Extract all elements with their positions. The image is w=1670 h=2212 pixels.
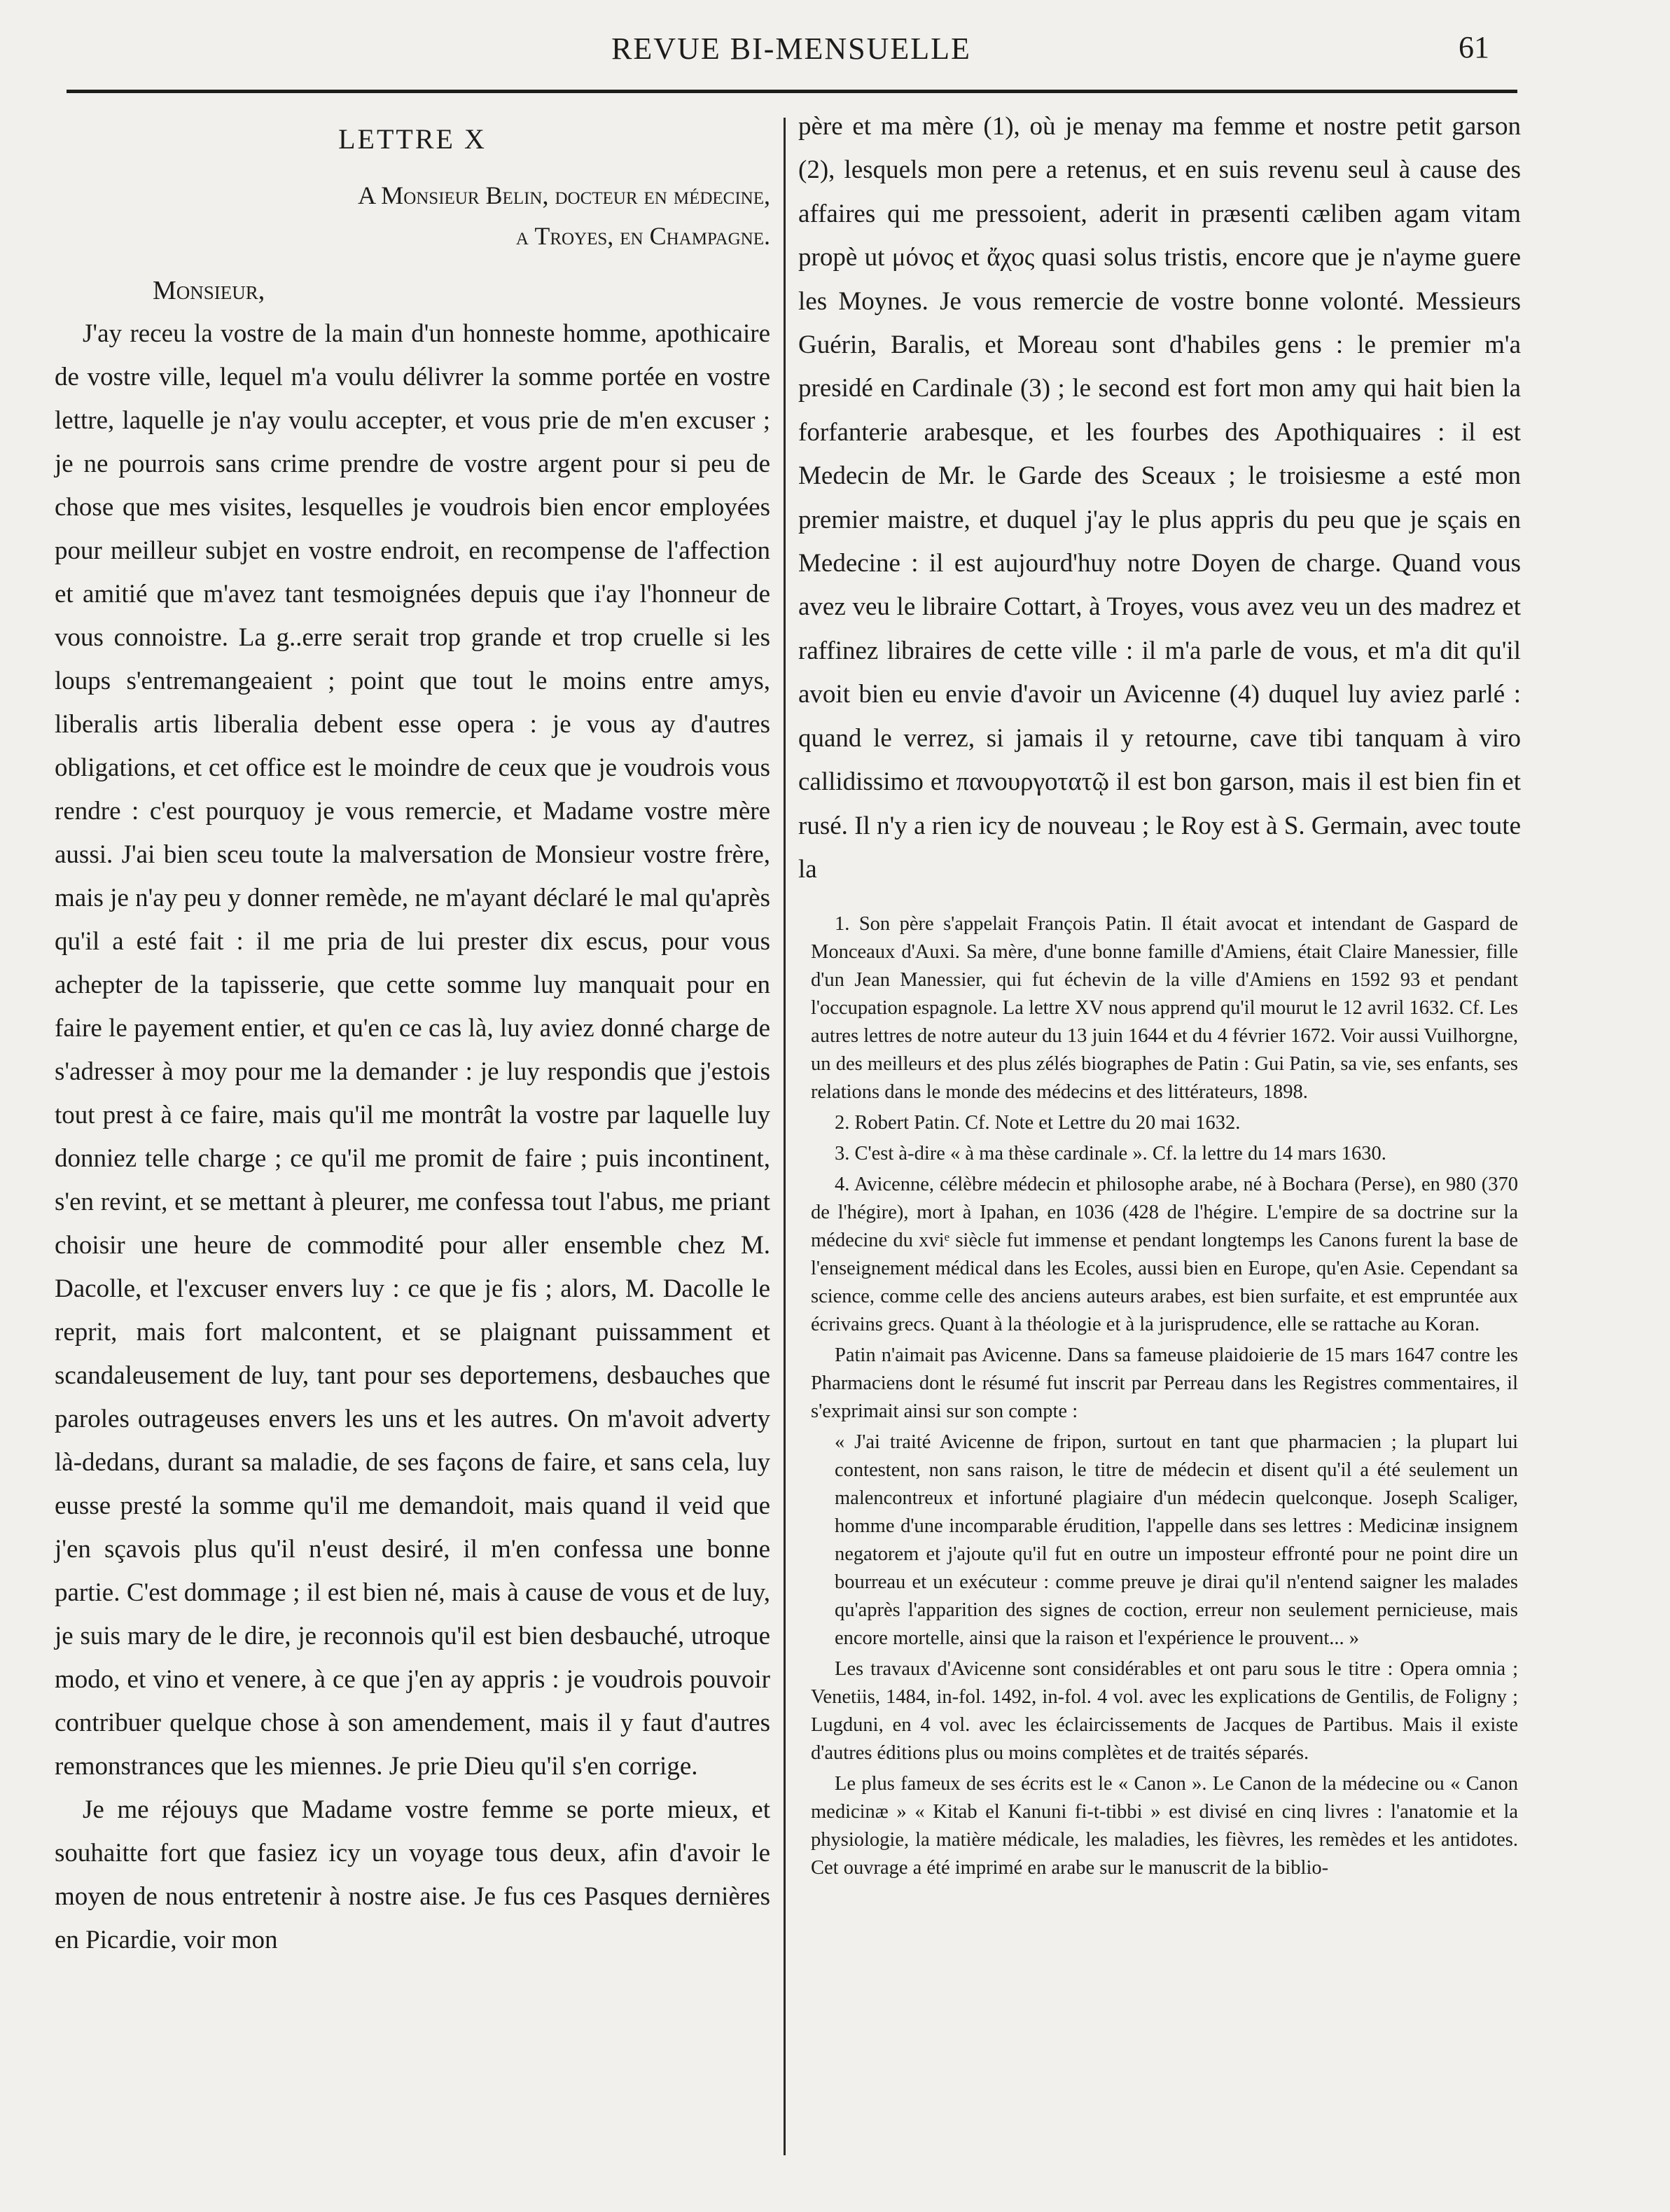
footnote-3: 3. C'est à-dire « à ma thèse cardinale ». Cf. la lettre du 14 mars 1630. xyxy=(835,1143,1386,1164)
paragraph-1: J'ay receu la vostre de la main d'un honneste homme, apothicaire de vostre ville, lequel m'a voulu délivrer la somme portée en vostre lettre, laquelle je n'ay voulu accepter, et vous prie de m'en excuser ; je ne pourrois sans crime prendre de vostre argent pour si peu de chose que mes visites, lesquelles je voudrois bien encor employées pour meilleur subjet en vostre endroit, en recompense de l'affection et amitié que m'avez tant tesmoignées depuis que i'ay l'honneur de vous connoistre. La g..erre serait trop grande et trop cruelle si les loups s'entremangeaient ; point que tout le moins entre amys, liberalis artis liberalia debent esse opera : je vous ay d'autres obligations, et cet office est le moindre de ceux que je voudrois vous rendre : c'est pourquoy je vous remercie, et Madame vostre mère aussi. J'ai bien sceu toute la malversation de Monsieur vostre frère, mais je n'ay peu y donner remède, ne m'ayant déclaré le mal qu'après qu'il a esté fait : il me pria de lui prester dix escus, pour vous achepter de la tapisserie, que cette somme luy manquait pour en faire le payement entier, et qu'en ce cas là, luy aviez donné charge de s'adresser à moy pour me la demander : je luy respondis que j'estois tout prest à ce faire, mais qu'il me montrât la vostre par laquelle luy donniez telle charge ; ce qu'il me promit de faire ; puis incontinent, s'en revint, et se mettant à pleurer, me confessa tout l'abus, me priant choisir une heure de commodité pour aller ensemble chez M. Dacolle, et l'excuser envers luy : ce que je fis ; alors, M. Dacolle le reprit, mais fort malcontent, et se plaignant puissamment et scandaleusement de luy, tant pour ses deportemens, desbauches que paroles outrageuses envers les uns et les autres. On m'avoit adverty là-dedans, durant sa maladie, de ses façons de faire, et sans cela, luy eusse presté la somme qu'il me demandoit, mais quand il veid que j'en sçavois plus qu'il n'eust desiré, il m'en confessa une bonne partie. C'est dommage ; il est bien né, mais à cause de vous et de luy, je suis mary de le dire, je reconnois qu'il est bien desbauché, utroque modo, et vino et venere, à ce que j'en ay appris : je voudrois pouvoir contribuer quelque chose à son amendement, mais il y faut d'autres remonstrances que les miennes. Je prie Dieu qu'il s'en corrige. xyxy=(55,319,770,1781)
addressee-line-2: a Troyes, en Champagne. xyxy=(515,222,770,250)
footnote-2: 2. Robert Patin. Cf. Note et Lettre du 20 mai 1632. xyxy=(835,1112,1241,1134)
column-divider xyxy=(784,118,786,2155)
footnotes xyxy=(811,910,1518,1885)
right-column xyxy=(798,105,1521,891)
paragraph-2-continued: père et ma mère (1), où je menay ma femme et nostre petit garson (2), lesquels mon pere a retenus, et en suis revenu seul à cause des affaires qui me pressoient, aderit in præsenti cæliben agam vitam propè ut μόνος et ἄχος quasi solus tristis, encore que je n'ayme guere les Moynes. Je vous remercie de vostre bonne volonté. Messieurs Guérin, Baralis, et Moreau sont d'habiles gens : le premier m'a presidé en Cardinale (3) ; le second est fort mon amy qui hait bien la forfanterie arabesque, et les fourbes des Apothiquaires : il est Medecin de Mr. le Garde des Sceaux ; le troisiesme a esté mon premier maistre, et duquel j'ay le plus appris du peu que je sçais en Medecine : il est aujourd'huy notre Doyen de charge. Quand vous avez veu le libraire Cottart, à Troyes, vous avez veu un des madrez et raffinez libraires de cette ville : il m'a parle de vous, et m'a dit qu'il avoit bien eu envie d'avoir un Avicenne (4) duquel luy aviez parlé : quand le verrez, si jamais il y retourne, cave tibi tanquam à viro callidissimo et πανουργοτατῷ il est bon garson, mais il est bien fin et rusé. Il n'y a rien icy de nouveau ; le Roy est à S. Germain, avec toute la xyxy=(798,112,1521,884)
letter-title: LETTRE X xyxy=(338,123,487,155)
page-number: 61 xyxy=(1459,30,1489,64)
footnote-1: 1. Son père s'appelait François Patin. Il était avocat et intendant de Gaspard de Monceaux d'Auxi. Sa mère, d'une bonne famille d'Amiens, était Claire Manessier, fille d'un Jean Manessier, qui fut échevin de la ville d'Amiens en 1592 93 et pendant l'occupation espagnole. La lettre XV nous apprend qu'il mourut le 12 avril 1632. Cf. Les autres lettres de notre auteur du 13 juin 1644 et du 4 février 1672. Voir aussi Vuilhorgne, un des meilleurs et des plus zélés biographes de Patin : Gui Patin, sa vie, ses enfants, ses relations dans le monde des médecins et des littérateurs, 1898. xyxy=(811,913,1518,1103)
header-rule xyxy=(67,90,1517,93)
footnote-4: 4. Avicenne, célèbre médecin et philosophe arabe, né à Bochara (Perse), en 980 (370 de l'hégire), mort à Ipahan, en 1036 (428 de l'hégire. L'empire de sa doctrine sur la médecine du xviᵉ siècle fut immense et pendant longtemps les Canons furent la base de l'enseignement médical dans les Ecoles, aussi bien en Europe, qu'en Asie. Cependant sa science, comme celle des anciens auteurs arabes, est bien surfaite, et est empruntée aux écrivains grecs. Quant à la théologie et à la jurisprudence, elle se rattache au Koran. xyxy=(811,1174,1518,1335)
footnote-4-paragraph-2: Patin n'aimait pas Avicenne. Dans sa fameuse plaidoierie de 15 mars 1647 contre les Pharmaciens dont le résumé fut inscrit par Perreau dans les Registres commentaires, il s'exprimait ainsi sur son compte : xyxy=(811,1344,1518,1422)
addressee xyxy=(55,175,770,256)
addressee-line-1: A Monsieur Belin, docteur en médecine, xyxy=(358,181,770,209)
footnote-4-quote: « J'ai traité Avicenne de fripon, surtout en tant que pharmacien ; la plupart lui contestent, non sans raison, le titre de médecin et disent qu'il a été seulement un malencontreux et infortuné plagiaire d'un médecin quelconque. Joseph Scaliger, homme d'une incomparable érudition, l'appelle dans ses lettres : Medicinæ insignem negatorem et j'ajoute qu'il fut en outre un imposteur effronté pour ne point dire un bourreau et un exécuteur : comme preuve je dirai qu'il n'entend saigner les malades qu'après l'apparition des signes de coction, erreur non seulement pernicieuse, mais encore mortelle, ainsi que la raison et l'expérience le prouvent... » xyxy=(835,1431,1518,1649)
footnote-4-paragraph-3: Les travaux d'Avicenne sont considérables et ont paru sous le titre : Opera omnia ; Venetiis, 1484, in-fol. 1492, in-fol. 4 vol. avec les explications de Gentilis, de Foligny ; Lugduni, en 4 vol. avec les éclaircissements de Jacques de Partibus. Mais il existe d'autres éditions plus ou moins complètes et de traités séparés. xyxy=(811,1658,1518,1764)
salutation: Monsieur, xyxy=(153,276,265,305)
paragraph-2-start: Je me réjouys que Madame vostre femme se porte mieux, et souhaitte fort que fasiez icy un voyage tous deux, afin d'avoir le moyen de nous entretenir à nostre aise. Je fus ces Pasques dernières en Picardie, voir mon xyxy=(55,1795,770,1954)
footnote-4-paragraph-4: Le plus fameux de ses écrits est le « Canon ». Le Canon de la médecine ou « Canon medicinæ » « Kitab el Kanuni fi-t-tibbi » est divisé en cinq livres : l'anatomie et la physiologie, la matière médicale, les maladies, les fièvres, les remèdes et les antidotes. Cet ouvrage a été imprimé en arabe sur le manuscrit de la biblio- xyxy=(811,1773,1518,1879)
running-header xyxy=(67,28,1516,70)
left-column xyxy=(55,119,770,1962)
running-title: REVUE BI-MENSUELLE xyxy=(611,32,971,66)
